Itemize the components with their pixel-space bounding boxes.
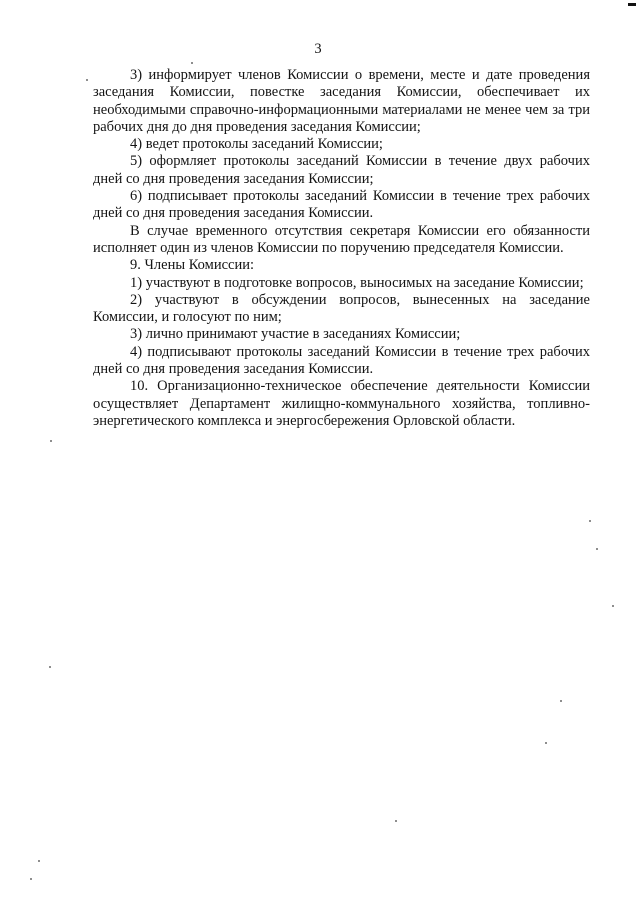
page-number: 3 [314,41,322,57]
scan-speck [395,820,397,822]
scan-speck [560,700,562,702]
scan-speck [30,878,32,880]
scan-speck [49,666,51,668]
paragraph-member-duty-4: 4) подписывают протоколы заседаний Комиссии в течение трех рабочих дней со дня проведения заседания Комиссии. [93,343,590,378]
section-9-heading: 9. Члены Комиссии: [130,257,255,274]
paragraph-secretary-absence: В случае временного отсутствия секретаря Комиссии его обязанности исполняет один из членов Комиссии по поручению председателя Комиссии. [93,222,590,256]
scan-speck [545,742,547,744]
scan-speck [589,520,591,522]
paragraph-secretary-duty-3: 3) информирует членов Комиссии о времени, месте и дате проведения заседания Комиссии, повестке заседания Комиссии, обеспечивает их необходимыми справочно-информационными материалами не менее чем за три рабочих дня до дня проведения заседания Комиссии; [93,67,590,135]
scan-speck [612,605,614,607]
scan-speck [86,79,88,81]
document-body [93,67,590,430]
paragraph-secretary-duty-5: 5) оформляет протоколы заседаний Комиссии в течение двух рабочих дней со дня проведения заседания Комиссии; [93,153,590,187]
paragraph-member-duty-1: 1) участвуют в подготовке вопросов, выносимых на заседание Комиссии; [130,274,584,291]
scan-speck [50,440,52,442]
paragraph-member-duty-2: 2) участвуют в обсуждении вопросов, вынесенных на заседание Комиссии, и голосуют по ним; [93,291,590,326]
section-10-paragraph: 10. Организационно-техническое обеспечение деятельности Комиссии осуществляет Департамент жилищно-коммунального хозяйства, топливно-энергетического комплекса и энергосбережения Орловской области. [93,378,590,429]
scan-speck [596,548,598,550]
paragraph-secretary-duty-4: 4) ведет протоколы заседаний Комиссии; [130,136,383,153]
scan-speck [191,62,193,64]
scan-edge-mark [628,3,636,6]
paragraph-secretary-duty-6: 6) подписывает протоколы заседаний Комиссии в течение трех рабочих дней со дня проведения заседания Комиссии. [93,188,590,222]
scan-speck [38,860,40,862]
paragraph-member-duty-3: 3) лично принимают участие в заседаниях Комиссии; [130,326,461,343]
